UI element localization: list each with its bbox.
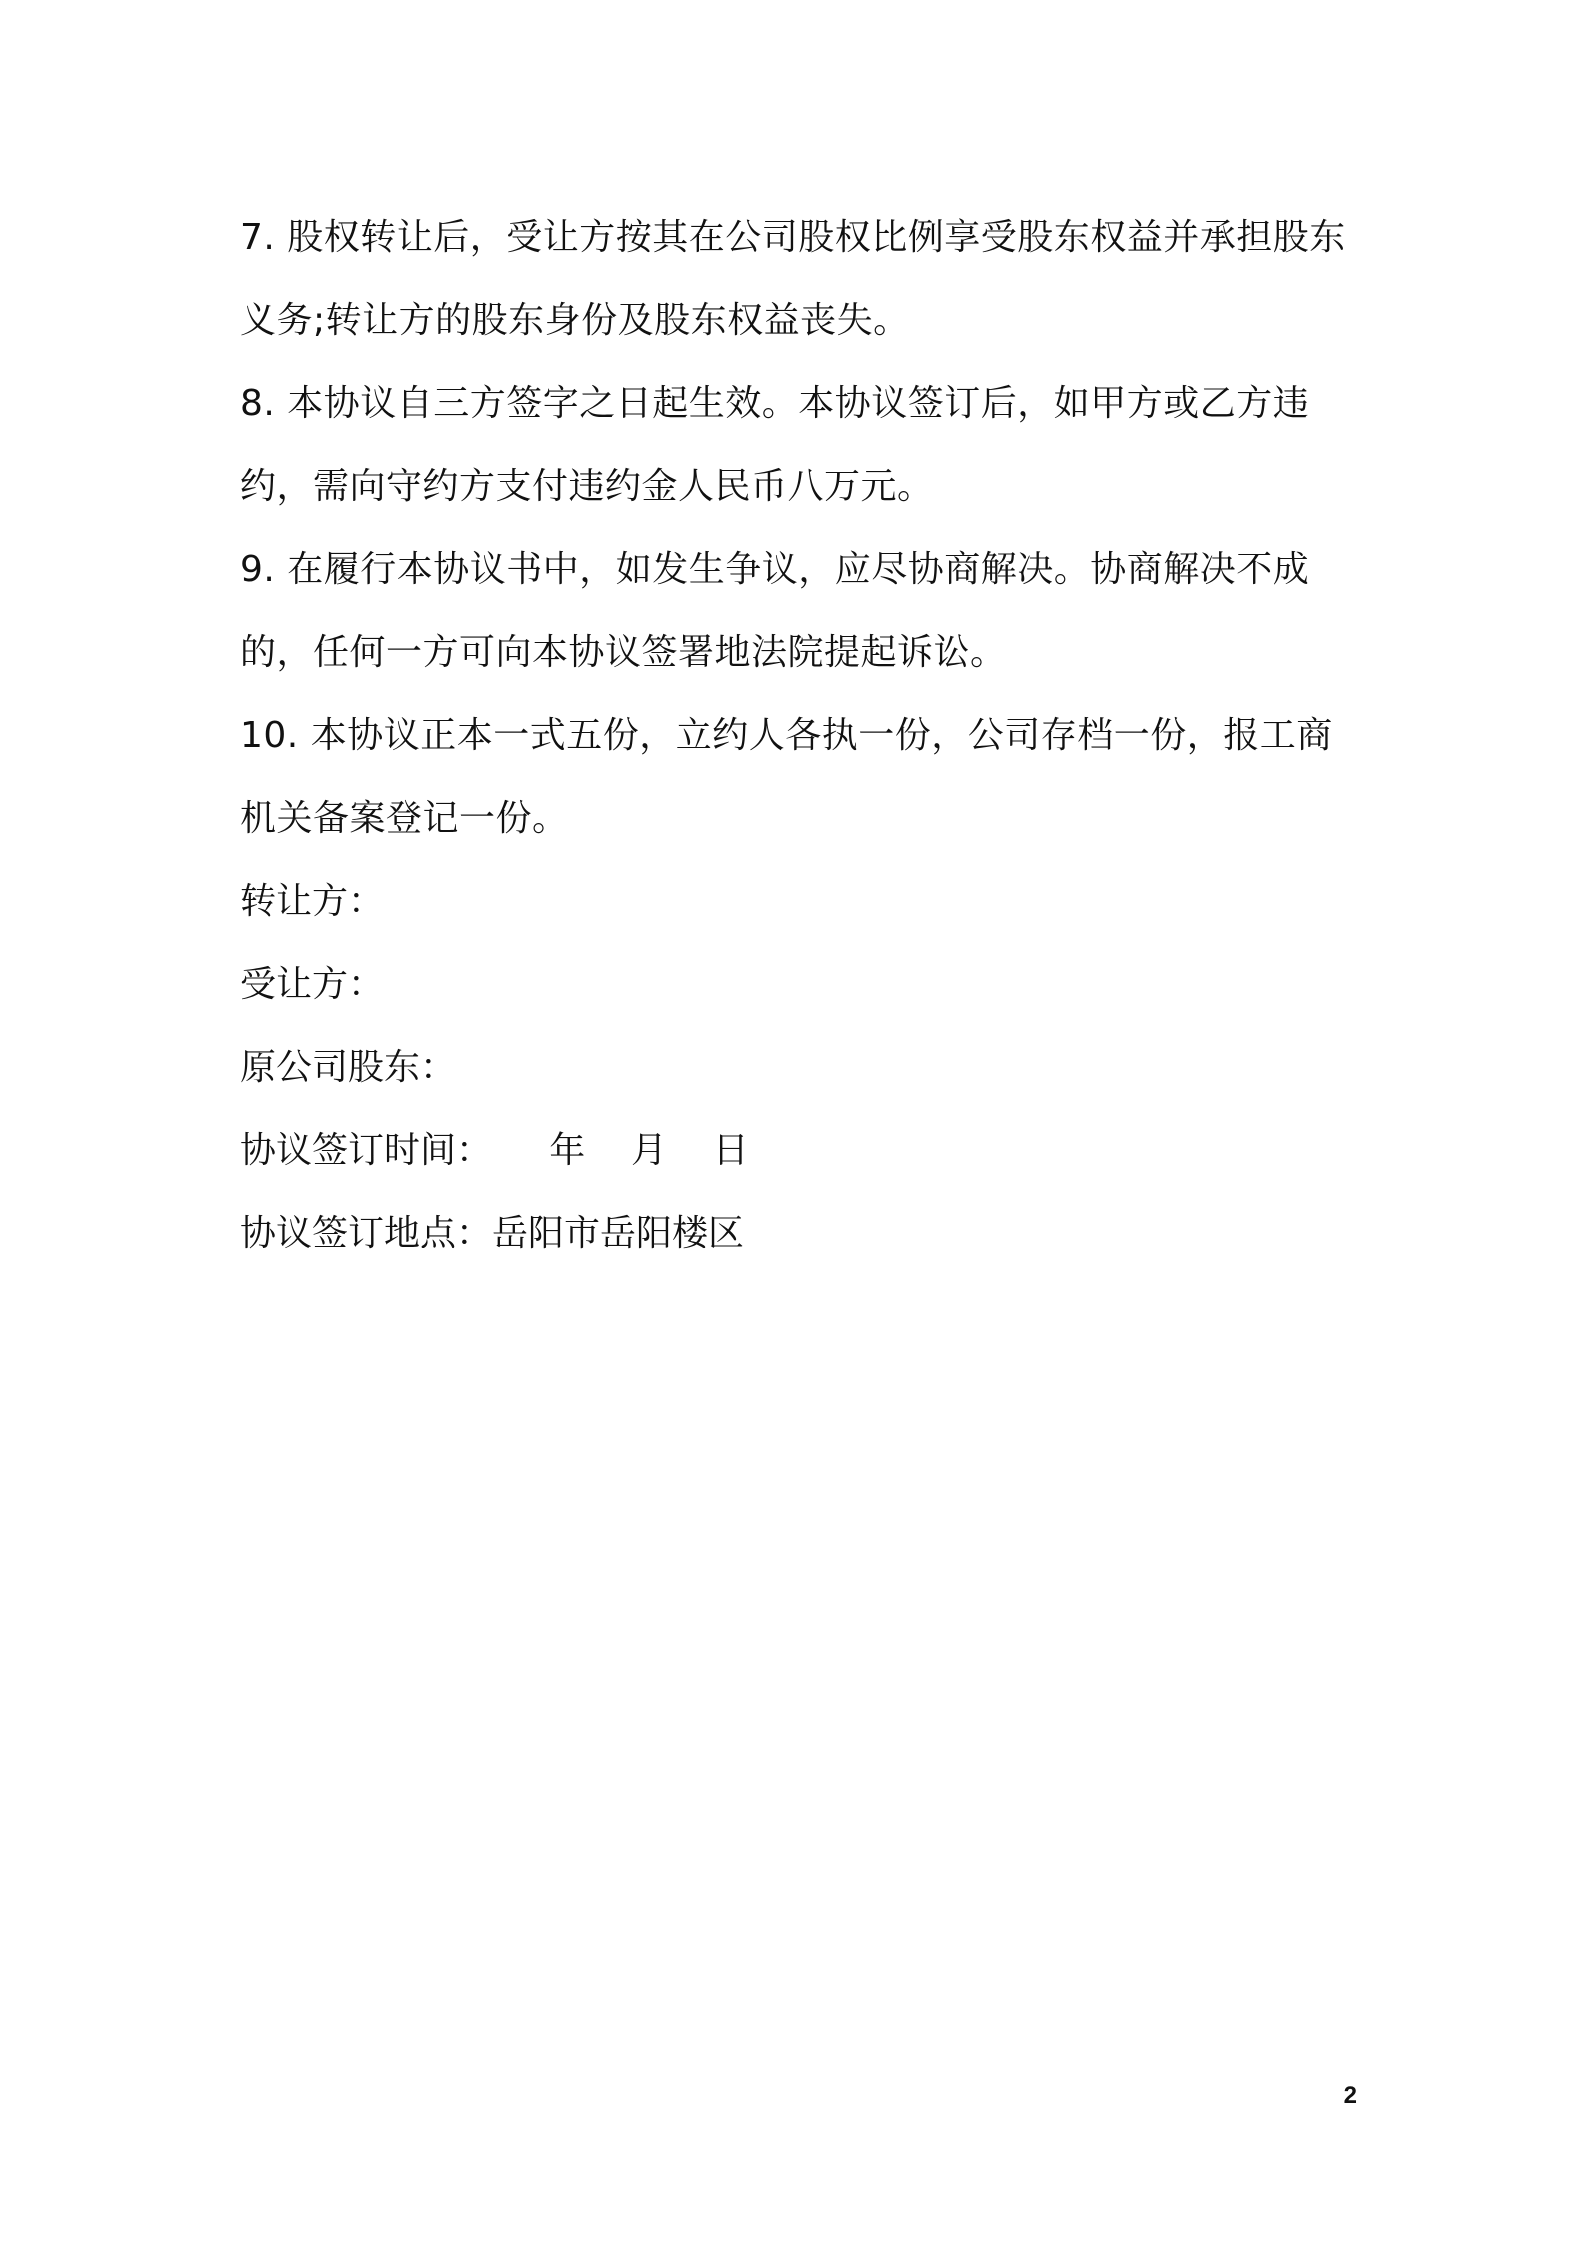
clause-10: 10. 本协议正本一式五份，立约人各执一份，公司存档一份，报工商机关备案登记一份。 <box>240 715 1333 839</box>
clause-7: 7. 股权转让后，受让方按其在公司股权比例享受股东权益并承担股东义务;转让方的股东身份及股东权益丧失。 <box>240 217 1346 341</box>
transferor-signature-label: 转让方： <box>240 881 385 922</box>
original-shareholder-signature-label: 原公司股东： <box>240 1047 457 1088</box>
sign-date-line: 协议签订时间： 年 月 日 <box>240 1130 749 1171</box>
transferee-signature-label: 受让方： <box>240 964 385 1005</box>
sign-place-line: 协议签订地点：岳阳市岳阳楼区 <box>240 1213 745 1254</box>
page-number: 2 <box>1343 2082 1357 2109</box>
document-body <box>240 196 1360 1275</box>
clause-9: 9. 在履行本协议书中，如发生争议，应尽协商解决。协商解决不成的，任何一方可向本协议签署地法院提起诉讼。 <box>240 549 1310 673</box>
clause-8: 8. 本协议自三方签字之日起生效。本协议签订后，如甲方或乙方违约，需向守约方支付违约金人民币八万元。 <box>240 383 1310 507</box>
